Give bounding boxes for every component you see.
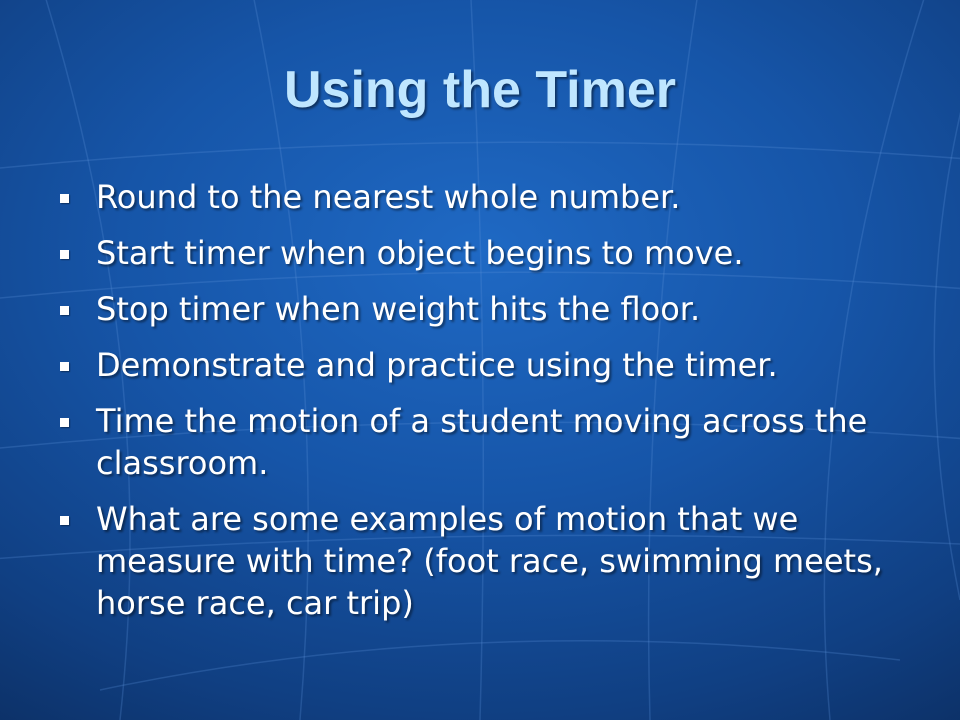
slide-title: Using the Timer — [283, 61, 676, 119]
square-bullet-icon — [60, 306, 69, 315]
bullet-text: Time the motion of a student moving across the classroom. — [96, 402, 868, 482]
square-bullet-icon — [60, 194, 69, 203]
bullet-item — [56, 176, 926, 218]
bullet-item — [56, 232, 926, 274]
bullet-item — [56, 498, 926, 624]
square-bullet-icon — [60, 250, 69, 259]
square-bullet-icon — [60, 418, 69, 427]
bullet-item — [56, 344, 926, 386]
bullet-text: Start timer when object begins to move. — [96, 234, 744, 272]
bullet-text: Demonstrate and practice using the timer. — [96, 346, 778, 384]
bullet-text: Stop timer when weight hits the floor. — [96, 290, 701, 328]
bullet-item — [56, 400, 926, 484]
square-bullet-icon — [60, 362, 69, 371]
bullet-list — [56, 176, 926, 638]
bullet-text: What are some examples of motion that we measure with time? (foot race, swimming meets, horse race, car trip) — [96, 500, 883, 622]
bullet-text: Round to the nearest whole number. — [96, 178, 681, 216]
bullet-item — [56, 288, 926, 330]
square-bullet-icon — [60, 516, 69, 525]
